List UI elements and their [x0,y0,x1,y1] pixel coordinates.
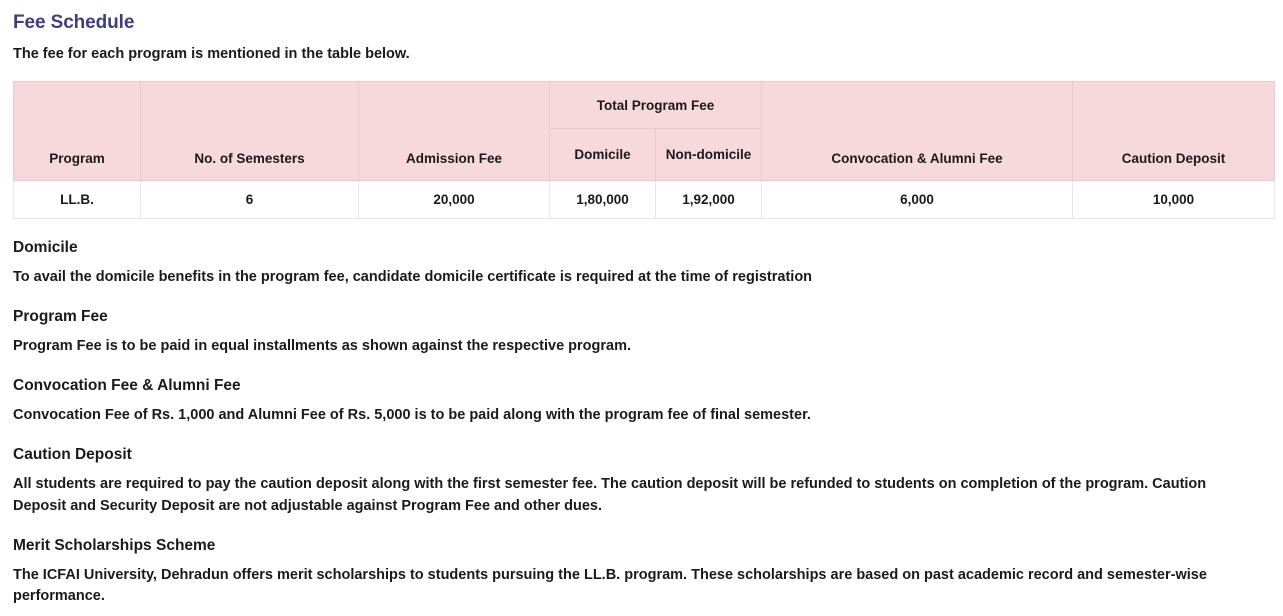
section-heading: Domicile [13,239,78,256]
column-header-caution-deposit: Caution Deposit [1073,82,1275,181]
table-body [14,181,1275,219]
column-header-domicile: Domicile [550,129,656,181]
page-title: Fee Schedule [13,12,135,33]
column-header-program: Program [14,82,141,181]
section-body: Convocation Fee of Rs. 1,000 and Alumni Fee of Rs. 5,000 is to be paid along with the program fee of final semester. [13,407,811,424]
section-heading: Program Fee [13,308,108,326]
column-header-semesters: No. of Semesters [141,82,359,181]
section-heading: Caution Deposit [13,446,132,464]
section-caution-deposit [13,426,1270,516]
table-row [14,181,1275,219]
section-domicile [13,219,1270,288]
section-body: Program Fee is to be paid in equal installments as shown against the respective program. [13,338,632,355]
table-header-row-group [14,82,1275,129]
section-program-fee [13,288,1270,357]
cell-program: LL.B. [14,181,141,219]
section-body: The ICFAI University, Dehradun offers merit scholarships to students pursuing the LL.B. program. These scholarships are based on past academic record and semester-wise performance. [13,566,1207,604]
cell-admission-fee: 20,000 [359,181,550,219]
section-merit-scholarships-scheme [13,517,1270,607]
section-body: To avail the domicile benefits in the program fee, candidate domicile certificate is required at the time of registration [13,269,813,285]
cell-domicile: 1,80,000 [550,181,656,219]
section-heading: Merit Scholarships Scheme [13,536,216,554]
cell-caution-deposit: 10,000 [1073,181,1275,219]
fee-schedule-table [13,81,1275,219]
column-header-total-program-fee: Total Program Fee [550,82,762,129]
cell-non-domicile: 1,92,000 [656,181,762,219]
column-header-admission-fee: Admission Fee [359,82,550,181]
column-header-convocation-alumni-fee: Convocation & Alumni Fee [762,82,1073,181]
intro-text: The fee for each program is mentioned in the table below. [13,46,410,62]
cell-semesters: 6 [141,181,359,219]
table-head [14,82,1275,181]
section-convocation-alumni-fee [13,357,1270,426]
cell-convocation-alumni-fee: 6,000 [762,181,1073,219]
column-header-non-domicile: Non-domicile [656,129,762,181]
section-body: All students are required to pay the caution deposit along with the first semester fee. The caution deposit will be refunded to students on completion of the program. Caution Deposit and Security Deposit are not adjustable against Program Fee and other dues. [13,476,1207,514]
section-heading: Convocation Fee & Alumni Fee [13,377,241,395]
fee-table-container [13,81,1270,219]
